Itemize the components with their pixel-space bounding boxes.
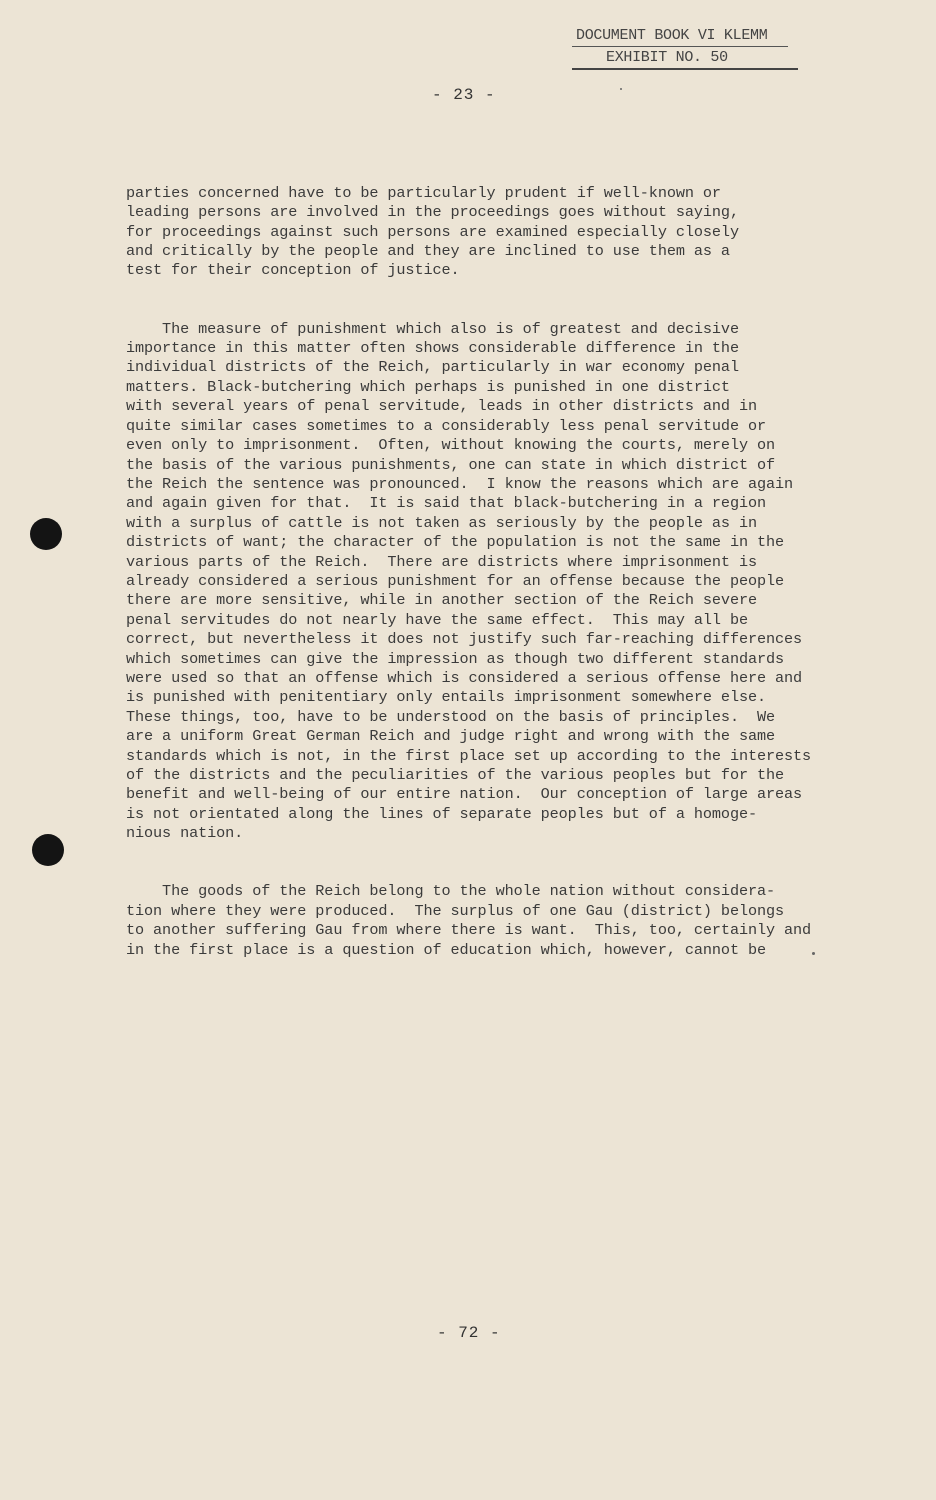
paragraph: parties concerned have to be particularly prudent if well-known or leading persons are involved in the proceedings goes without saying, for proceedings against such persons are examined especially closely and critically by the people and they are inclined to use them as a test for their conception of justice.: [126, 183, 739, 280]
paper-speck: [812, 952, 815, 955]
punch-hole-icon: [30, 518, 62, 550]
paragraph: The goods of the Reich belong to the whole nation without considera- tion where they were produced. The surplus of one Gau (district) belongs to another suffering Gau from where there is want. This, too, certainly and in the first place is a question of education which, however, cannot be: [126, 882, 812, 959]
document-book-label: DOCUMENT BOOK VI KLEMM: [572, 26, 788, 47]
exhibit-stamp: [572, 26, 798, 70]
document-body: [126, 145, 868, 999]
paper-speck: [620, 88, 622, 90]
paragraph: The measure of punishment which also is of greatest and decisive importance in this matter often shows considerable difference in the individual districts of the Reich, particularly in war economy penal matters. Black-butchering which perhaps is punished in one district with several years of penal servitude, leads in other districts and in quite similar cases sometimes to a considerably less penal servitude or even only to imprisonment. Often, without knowing the courts, merely on the basis of the various punishments, one can state in which district of the Reich the sentence was pronounced. I know the reasons which are again and again given for that. It is said that black-butchering in a region with a surplus of cattle is not taken as seriously by the people as in districts of want; the character of the population is not the same in the various parts of the Reich. There are districts where imprisonment is already considered a serious punishment for an offense because the people there are more sensitive, while in another section of the Reich severe penal servitudes do not nearly have the same effect. This may all be correct, but nevertheless it does not justify such far-reaching differences which sometimes can give the impression as though two different standards were used so that an offense which is considered a serious offense here and is punished with penitentiary only entails imprisonment somewhere else. These things, too, have to be understood on the basis of principles. We are a uniform Great German Reich and judge right and wrong with the same standards which is not, in the first place set up according to the interests of the districts and the peculiarities of the various peoples but for the benefit and well-being of our entire nation. Our conception of large areas is not orientated along the lines of separate peoples but of a homoge- nious nation.: [126, 319, 812, 843]
exhibit-number-label: EXHIBIT NO. 50: [572, 47, 798, 70]
page-number-bottom: - 72 -: [437, 1324, 501, 1342]
punch-hole-icon: [32, 834, 64, 866]
page-number-top: - 23 -: [432, 86, 496, 104]
